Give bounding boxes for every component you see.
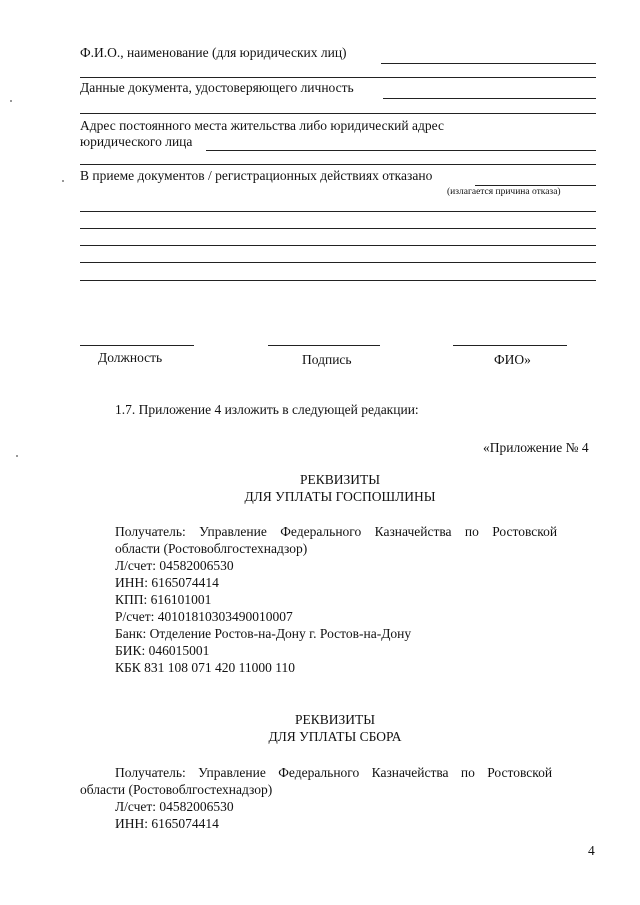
name-line: [453, 345, 567, 346]
fee-recipient-1: Получатель: Управление Федерального Казначейства по Ростовской: [115, 765, 553, 780]
duty-bik: БИК: 046015001: [115, 643, 210, 658]
fee-account: Л/счет: 04582006530: [115, 799, 234, 814]
address-label-1: Адрес постоянного места жительства либо юридический адрес: [80, 118, 444, 133]
reason-line-3: [80, 245, 596, 246]
fee-inn: ИНН: 6165074414: [115, 816, 219, 831]
amendment-text: 1.7. Приложение 4 изложить в следующей редакции:: [115, 402, 419, 417]
duty-heading-2: ДЛЯ УПЛАТЫ ГОСПОШЛИНЫ: [244, 489, 436, 504]
fio-label: Ф.И.О., наименование (для юридических лиц): [80, 45, 347, 60]
fio-line: [381, 63, 596, 64]
document-label: Данные документа, удостоверяющего личность: [80, 80, 354, 95]
fee-heading-2: ДЛЯ УПЛАТЫ СБОРА: [268, 729, 402, 744]
fee-recipient-2: области (Ростовоблгостехнадзор): [80, 782, 273, 797]
duty-bank: Банк: Отделение Ростов-на-Дону г. Ростов-на-Дону: [115, 626, 412, 641]
name-caption: ФИО»: [494, 352, 531, 367]
refusal-line: [475, 185, 596, 186]
address-line: [206, 150, 596, 151]
page-number: 4: [588, 843, 595, 858]
position-caption: Должность: [98, 350, 163, 365]
duty-recipient-1: Получатель: Управление Федерального Казначейства по Ростовской: [115, 524, 558, 539]
duty-kbk: КБК 831 108 071 420 11000 110: [115, 660, 296, 675]
scan-speck: [16, 455, 18, 457]
duty-recipient-2: области (Ростовоблгостехнадзор): [115, 541, 308, 556]
signature-line: [268, 345, 380, 346]
fee-heading-1: РЕКВИЗИТЫ: [294, 712, 376, 727]
reason-line-2: [80, 228, 596, 229]
document-line: [383, 98, 596, 99]
reason-line-4: [80, 262, 596, 263]
duty-rs: Р/счет: 40101810303490010007: [115, 609, 293, 624]
refusal-label: В приеме документов / регистрационных действиях отказано: [80, 168, 433, 183]
signature-caption: Подпись: [302, 352, 352, 367]
position-line: [80, 345, 194, 346]
scan-speck: [62, 180, 64, 182]
duty-kpp: КПП: 616101001: [115, 592, 212, 607]
address-label-2: юридического лица: [80, 134, 193, 149]
duty-inn: ИНН: 6165074414: [115, 575, 219, 590]
reason-line-5: [80, 280, 596, 281]
duty-account: Л/счет: 04582006530: [115, 558, 234, 573]
appendix-title: «Приложение № 4: [483, 440, 589, 455]
duty-heading-1: РЕКВИЗИТЫ: [299, 472, 381, 487]
reason-line-1: [80, 211, 596, 212]
address-line-2: [80, 164, 596, 165]
document-line-2: [80, 113, 596, 114]
fio-line-2: [80, 77, 596, 78]
scan-speck: [10, 100, 12, 102]
refusal-hint: (излагается причина отказа): [447, 187, 561, 197]
